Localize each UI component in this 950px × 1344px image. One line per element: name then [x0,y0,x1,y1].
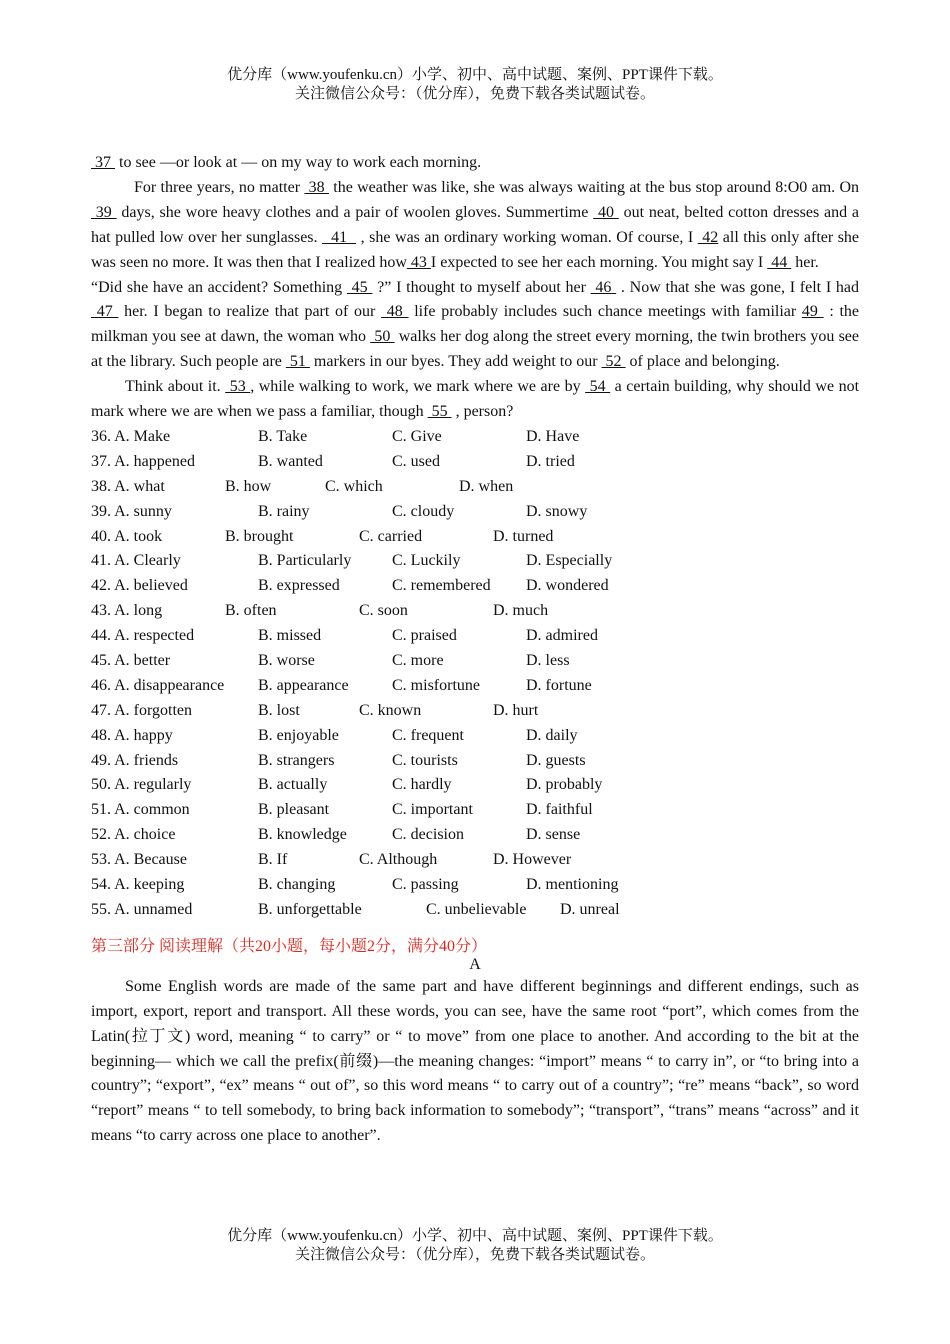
answer-options [91,425,859,923]
page-footer [0,1227,950,1265]
blank-40: 40 [593,203,619,221]
blank-53: 53 [225,378,251,396]
blank-46: 46 [590,278,617,296]
footer-line-2: 关注微信公众号：（优分库），免费下载各类试题试卷。 [294,1247,655,1263]
blank-45: 45 [346,278,373,296]
document-body [91,151,859,1149]
passage-paragraph-2: For three years, no matter 38 the weather was like, she was always waiting at the bus stop around 8:O0 am. On 39 days, she wore heavy clothes and a pair of woolen gloves. Summertime 40 out neat, belted cotton dresses and a hat pulled low over her sunglasses. 41 , she was an ordinary working woman. Of course, I 42 all this only after she was seen no more. It was then that I realized how 43 I expected to see her each morning. You might say I 44 her. [91,178,860,271]
option-row: 53. A. Because B. If C. Although D. However [91,851,572,869]
option-row: 47. A. forgotten B. lost C. known D. hurt [91,701,539,719]
blank-47: 47 [91,303,119,321]
option-row: 49. A. friends B. strangers C. tourists D. guests [91,751,586,769]
blank-48: 48 [381,303,409,321]
blank-42: 42 [697,228,719,246]
option-row: 48. A. happy B. enjoyable C. frequent D. daily [91,726,578,744]
blank-50: 50 [370,328,395,346]
blank-55: 55 [427,403,452,421]
passage-a-label: A [469,955,481,973]
header-line-1: 优分库（www.youfenku.cn）小学、初中、高中试题、案例、PPT课件下载。 [227,67,723,83]
blank-54: 54 [585,378,611,396]
option-row: 50. A. regularly B. actually C. hardly D. probably [91,776,603,794]
option-row: 38. A. what B. how C. which D. when [91,477,514,495]
option-row: 46. A. disappearance B. appearance C. misfortune D. fortune [91,676,592,694]
option-row: 43. A. long B. often C. soon D. much [91,602,549,620]
blank-43: 43 [406,253,431,271]
header-line-2: 关注微信公众号：（优分库），免费下载各类试题试卷。 [294,86,655,102]
passage-paragraph-4: Think about it. 53 , while walking to work, we mark where we are by 54 a certain building, why should we not mark where we are when we pass a familiar, though 55 , person? [91,378,860,421]
section-3-title: 第三部分 阅读理解（共20小题，每小题2分，满分40分） [91,937,488,955]
blank-41: 41 [322,228,357,246]
option-row: 55. A. unnamed B. unforgettable C. unbelievable D. unreal [91,900,620,918]
passage-paragraph-3: “Did she have an accident? Something 45 ?” I thought to myself about her 46 . Now that she was gone, I felt I had 47 her. I began to realize that part of our 48 life probably includes such chance meetings with familiar 49 : the milkman you see at dawn, the woman who 50 walks her dog along the street every morning, the twin brothers you see at the library. Such people are 51 markers in our byes. They add weight to our 52 of place and belonging. [91,278,860,371]
passage-paragraph-1: 37 to see —or look at — on my way to work each morning. [91,154,482,171]
blank-44: 44 [767,253,792,271]
blank-37: 37 [91,154,115,171]
blank-52: 52 [601,353,626,371]
option-row: 39. A. sunny B. rainy C. cloudy D. snowy [91,502,588,520]
option-row: 44. A. respected B. missed C. praised D. admired [91,627,598,645]
option-row: 42. A. believed B. expressed C. remembered D. wondered [91,577,609,595]
option-row: 52. A. choice B. knowledge C. decision D. sense [91,826,581,844]
blank-38: 38 [304,178,329,196]
option-row: 45. A. better B. worse C. more D. less [91,651,570,669]
reading-passage-a: Some English words are made of the same part and have different beginnings and different endings, such as import, export, report and transport. All these words, you can see, have the same root “port”, which comes from the Latin(拉丁文) word, meaning “ to carry” or “ to move” from one place to another. And according to the bit at the beginning— which we call the prefix(前缀)—the meaning changes: “import” means “ to carry in”, or “to bring into a country”; “export”, “ex” means “ out of”, so this word means “ to carry out of a country”; “re” means “back”, so word “report” means “ to tell somebody, to bring back information to somebody”; “transport”, “trans” means “across” and it means “to carry across one place to another”. [91,977,859,1145]
option-row: 37. A. happened B. wanted C. used D. tried [91,452,575,470]
blank-51: 51 [285,353,310,371]
blank-39: 39 [91,203,117,221]
option-row: 36. A. Make B. Take C. Give D. Have [91,427,580,445]
blank-49: 49 [801,303,824,321]
option-row: 41. A. Clearly B. Particularly C. Luckily D. Especially [91,552,613,570]
option-row: 40. A. took B. brought C. carried D. turned [91,527,554,545]
option-row: 51. A. common B. pleasant C. important D. faithful [91,801,593,819]
option-row: 54. A. keeping B. changing C. passing D. mentioning [91,876,619,893]
footer-line-1: 优分库（www.youfenku.cn）小学、初中、高中试题、案例、PPT课件下载。 [227,1228,723,1244]
page-header [0,66,950,104]
